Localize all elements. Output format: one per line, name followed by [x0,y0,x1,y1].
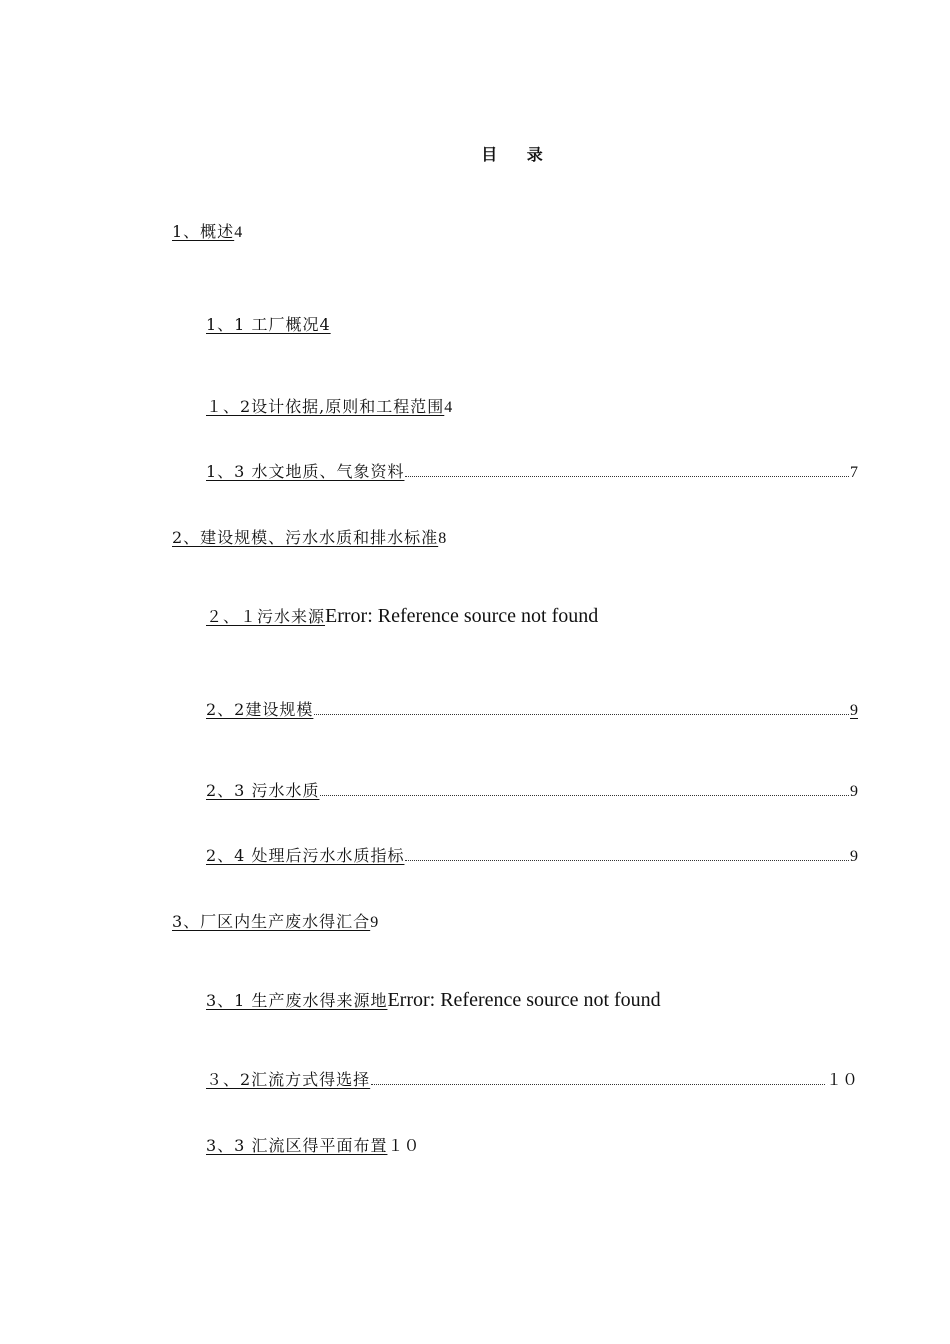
toc-entry-text: １、2设计依据,原则和工程范围 [206,397,445,416]
toc-entry[interactable] [172,912,378,933]
toc-entry[interactable] [206,846,858,867]
toc-entry-page: 7 [850,464,858,481]
toc-entry-error: Error: Reference source not found [387,989,661,1011]
dot-leader [405,859,849,861]
toc-entry-page: １０ [825,1072,858,1089]
toc-entry-text: 2、4 处理后污水水质指标 [206,846,405,865]
toc-entry[interactable] [206,315,331,335]
toc-entry-page: 8 [438,530,447,547]
toc-entry-text: 3、厂区内生产废水得汇合 [172,912,371,931]
toc-entry-text: 2、3 污水水质 [206,781,320,800]
toc-entry-text: ２、１污水来源 [206,607,326,626]
dot-leader [314,713,849,715]
dot-leader [405,475,849,477]
toc-entry-page: 9 [850,702,858,719]
toc-entry-text: 2、2建设规模 [206,700,314,719]
toc-entry-text: 3、1 生产废水得来源地 [206,991,388,1010]
toc-entry-text: 1、概述 [172,222,235,241]
toc-entry[interactable] [206,990,661,1011]
toc-entry[interactable] [206,700,858,721]
toc-entry-page: 9 [850,848,858,865]
toc-entry-text: 2、建设规模、污水水质和排水标准 [172,528,439,547]
toc-entry[interactable] [206,462,858,483]
toc-entry-text: 1、1 工厂概况4 [206,315,331,334]
toc-entry[interactable] [206,1070,858,1091]
toc-entry[interactable] [172,528,446,549]
toc-entry-page: 9 [370,914,379,931]
toc-entry[interactable] [206,1136,419,1157]
toc-entry[interactable] [206,397,452,418]
toc-entry-page: 4 [444,399,453,416]
toc-entry-text: ３、2汇流方式得选择 [206,1070,371,1089]
toc-entry-page: １０ [387,1138,420,1155]
toc-entry[interactable] [206,606,598,627]
toc-title: 目 录 [481,145,555,164]
toc-entry-page: 9 [850,783,858,800]
dot-leader [371,1083,825,1085]
toc-entry-text: 3、3 汇流区得平面布置 [206,1136,388,1155]
toc-entry-error: Error: Reference source not found [325,605,599,627]
toc-entry[interactable] [206,781,858,802]
toc-entry-text: 1、3 水文地质、气象资料 [206,462,405,481]
toc-entry[interactable] [172,222,242,243]
dot-leader [320,794,849,796]
toc-entry-page: 4 [234,224,243,241]
